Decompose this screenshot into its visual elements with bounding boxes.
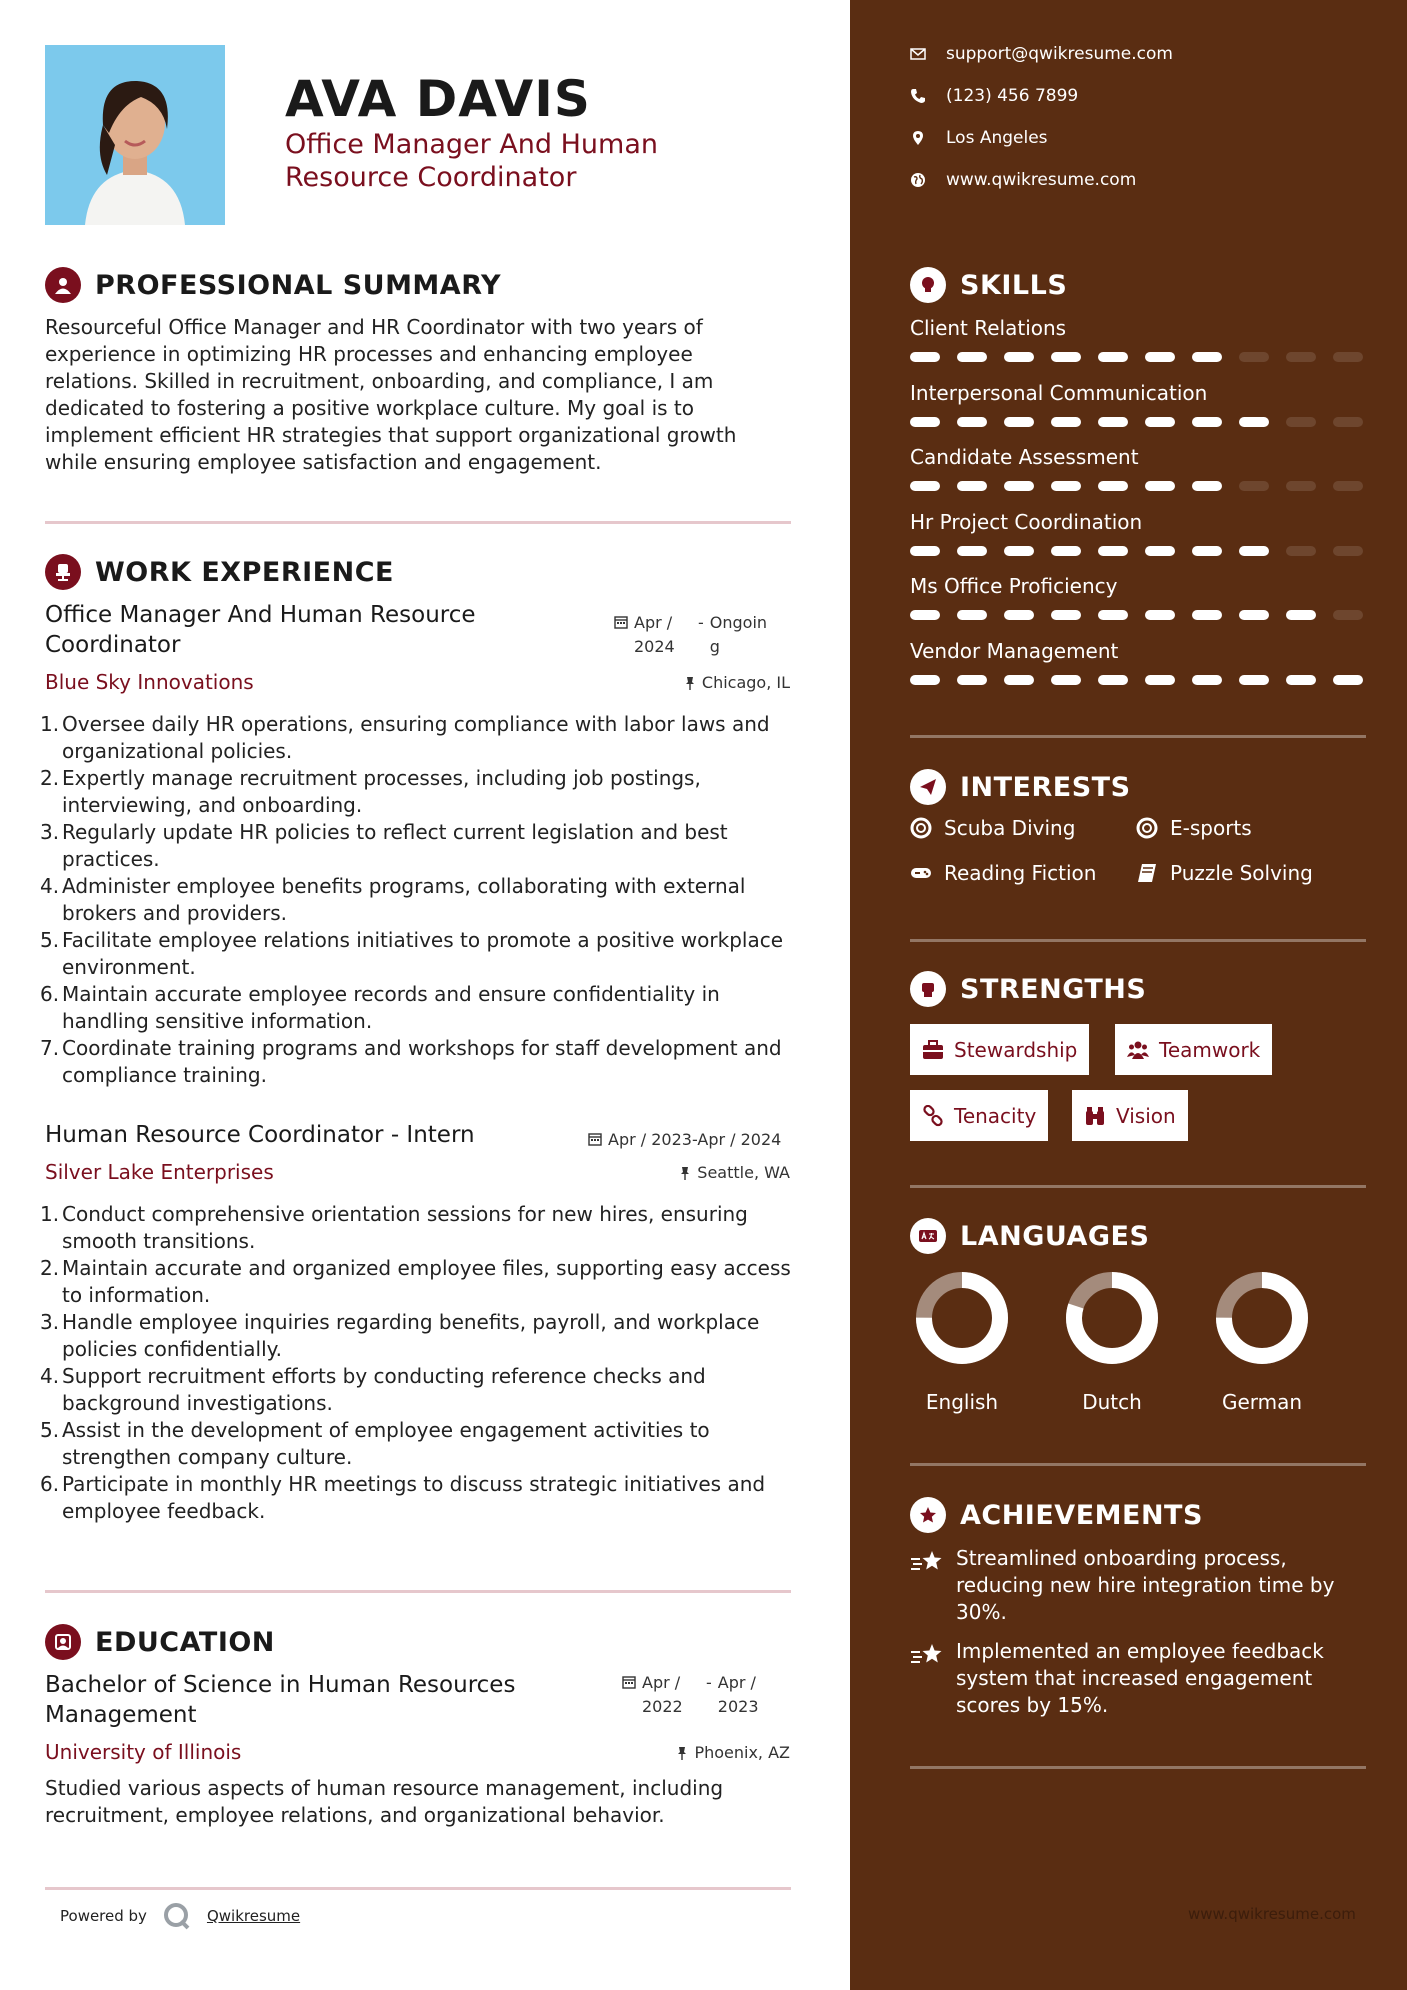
skill-dash [957, 610, 987, 620]
globe-icon [910, 172, 926, 188]
skill-dash [1239, 417, 1269, 427]
interest-item: E-sports [1136, 816, 1252, 840]
languages-heading: LANGUAGES [960, 1220, 1150, 1252]
language-level-ring [1214, 1270, 1310, 1366]
education-description: Studied various aspects of human resource management, including recruitment, employee relations, and organizational behavior. [45, 1776, 724, 1827]
binoculars-icon [1084, 1105, 1106, 1127]
skill-dash [1004, 610, 1034, 620]
skill-dash [1286, 352, 1316, 362]
skill-dash [1192, 481, 1222, 491]
responsibility-text: Oversee daily HR operations, ensuring compliance with labor laws and organizational policies. [62, 712, 770, 763]
fist-icon [910, 971, 946, 1007]
responsibility-text: Maintain accurate employee records and ensure confidentiality in handling sensitive information. [62, 982, 720, 1033]
skill-rating-bar [910, 481, 1366, 491]
skill-dash [1145, 546, 1175, 556]
language-name: English [925, 1390, 999, 1414]
footer [60, 1900, 300, 1932]
skill-dash [1192, 417, 1222, 427]
shooting-star-icon [910, 1549, 944, 1575]
responsibility-text: Handle employee inquiries regarding benefits, payroll, and workplace policies confidentially. [62, 1310, 760, 1361]
skill-dash [1004, 481, 1034, 491]
shooting-star-icon [910, 1642, 944, 1668]
skill-dash [1286, 546, 1316, 556]
interest-item: Reading Fiction [910, 861, 1096, 885]
skill-dash [1145, 352, 1175, 362]
contact-location: Los Angeles [910, 128, 1048, 148]
skill-dash [1192, 546, 1222, 556]
list-number: 1. [40, 1202, 60, 1226]
responsibility-text: Facilitate employee relations initiatives to promote a positive workplace environment. [62, 928, 784, 979]
achievement-item: Streamlined onboarding process, reducing new hire integration time by 30%. [910, 1545, 1370, 1626]
education-heading: EDUCATION [95, 1626, 275, 1658]
skills-section-header [910, 267, 1067, 303]
responsibility-text: Coordinate training programs and workshops for staff development and compliance training. [62, 1036, 782, 1087]
powered-by-label: Powered by [60, 1907, 147, 1925]
education-dates: Apr / 2022 - Apr / 2023 [622, 1671, 768, 1719]
achievements-section-header [910, 1497, 1203, 1533]
profile-photo [45, 45, 225, 225]
calendar-icon [614, 615, 628, 629]
skill-dash [910, 546, 940, 556]
candidate-name: AVA DAVIS [285, 70, 591, 128]
skill-dash [910, 610, 940, 620]
skill-dash [1333, 481, 1363, 491]
skill-dash [1051, 481, 1081, 491]
skill-dash [1239, 675, 1269, 685]
job-end-date: Ongoing [709, 613, 768, 656]
skill-dash [1145, 610, 1175, 620]
list-number: 2. [40, 766, 60, 790]
qwikresume-logo-icon [161, 1900, 193, 1932]
responsibility-text: Administer employee benefits programs, collaborating with external brokers and providers. [62, 874, 746, 925]
skill-dash [957, 481, 987, 491]
responsibility-item [40, 1363, 800, 1417]
responsibility-item [40, 1471, 800, 1525]
paper-plane-icon [910, 769, 946, 805]
list-number: 1. [40, 712, 60, 736]
footer-url: www.qwikresume.com [1188, 1905, 1356, 1923]
skills-heading: SKILLS [960, 269, 1068, 301]
experience-heading: WORK EXPERIENCE [95, 556, 394, 588]
education-section-header [45, 1624, 275, 1660]
skill-dash [1239, 546, 1269, 556]
skill-dash [1192, 675, 1222, 685]
responsibility-text: Support recruitment efforts by conducting reference checks and background investigations. [62, 1364, 706, 1415]
skill-name: Client Relations [910, 316, 1067, 340]
skill-name: Interpersonal Communication [910, 380, 1208, 405]
strengths-heading: STRENGTHS [960, 973, 1147, 1005]
responsibility-item [40, 1035, 800, 1089]
language-name: German [1221, 1390, 1303, 1414]
experience-section-header [45, 554, 394, 590]
responsibility-item [40, 1255, 800, 1309]
list-number: 2. [40, 1256, 60, 1280]
skill-dash [1051, 675, 1081, 685]
education-start-date: Apr / 2022 [642, 1673, 683, 1716]
list-number: 6. [40, 1472, 60, 1496]
skill-rating-bar [910, 352, 1366, 362]
pin-icon [676, 1746, 688, 1760]
skill-dash [1098, 417, 1128, 427]
star-badge-icon [910, 1497, 946, 1533]
skill-dash [1098, 546, 1128, 556]
job-location: Seattle, WA [679, 1163, 790, 1182]
summary-text: Resourceful Office Manager and HR Coordinator with two years of experience in optimizing HR processes and enhancing employee relations. Skilled in recruitment, onboarding, and compliance, I am dedicated to fostering a positive workplace culture. My goal is to implement efficient HR strategies that support organizational growth while ensuring employee satisfaction and engagement. [45, 315, 737, 474]
skill-dash [957, 546, 987, 556]
skill-dash [957, 352, 987, 362]
list-number: 4. [40, 874, 60, 898]
gamepad-icon [910, 862, 932, 884]
skill-dash [1004, 546, 1034, 556]
company-name: Silver Lake Enterprises [45, 1160, 274, 1184]
pin-icon [684, 676, 696, 690]
job-dates: Apr / 2023-Apr / 2024 [588, 1128, 781, 1152]
skill-name: Candidate Assessment [910, 445, 1139, 469]
responsibility-item [40, 819, 800, 873]
lifebuoy-icon [910, 817, 932, 839]
section-divider [910, 1463, 1366, 1466]
skill-dash [1286, 481, 1316, 491]
list-number: 6. [40, 982, 60, 1006]
interest-item: Scuba Diving [910, 816, 1075, 840]
degree-title: Bachelor of Science in Human Resources Management [45, 1672, 516, 1728]
section-divider [45, 1887, 791, 1890]
skill-dash [910, 352, 940, 362]
skill-dash [1333, 352, 1363, 362]
user-icon [45, 267, 81, 303]
achievements-heading: ACHIEVEMENTS [960, 1499, 1203, 1531]
language-item [1202, 1270, 1322, 1414]
skill-dash [1098, 481, 1128, 491]
skill-dash [1239, 610, 1269, 620]
responsibility-item [40, 711, 800, 765]
responsibility-item [40, 927, 800, 981]
sidebar [850, 0, 1407, 1990]
skill-name: Vendor Management [910, 638, 1119, 663]
translate-icon [910, 1218, 946, 1254]
skill-dash [1286, 417, 1316, 427]
skill-name: Hr Project Coordination [910, 509, 1143, 534]
job-dates: Apr / 2024 - Ongoing [614, 611, 774, 659]
users-icon [1127, 1039, 1149, 1061]
skill-dash [1051, 610, 1081, 620]
link-icon [922, 1105, 944, 1127]
skill-dash [1145, 675, 1175, 685]
skill-dash [1145, 417, 1175, 427]
skill-name: Ms Office Proficiency [910, 574, 1118, 598]
lightbulb-icon [910, 267, 946, 303]
candidate-title: Office Manager And Human Resource Coordinator [285, 129, 659, 193]
responsibility-text: Regularly update HR policies to reflect current legislation and best practices. [62, 820, 728, 871]
section-divider [910, 1185, 1366, 1188]
pin-icon [679, 1166, 691, 1180]
strength-chip: Vision [1072, 1090, 1188, 1141]
strengths-section-header [910, 971, 1146, 1007]
skill-dash [1004, 352, 1034, 362]
chair-icon [45, 554, 81, 590]
responsibility-item [40, 1201, 800, 1255]
map-marker-icon [910, 130, 926, 146]
job-title: Office Manager And Human Resource Coordinator [45, 602, 476, 658]
languages-section-header [910, 1218, 1149, 1254]
brand-link[interactable]: Qwikresume [206, 1907, 301, 1925]
section-divider [45, 521, 791, 524]
school-name: University of Illinois [45, 1740, 242, 1764]
section-divider [910, 939, 1366, 942]
skill-dash [1145, 481, 1175, 491]
responsibility-text: Expertly manage recruitment processes, including job postings, interviewing, and onboarding. [62, 766, 701, 817]
job-title: Human Resource Coordinator - Intern [45, 1122, 475, 1148]
list-number: 5. [40, 1418, 60, 1442]
skill-dash [1192, 610, 1222, 620]
contact-website[interactable]: www.qwikresume.com [910, 170, 1136, 190]
skill-dash [910, 675, 940, 685]
phone-icon [910, 88, 926, 104]
book-icon [1136, 862, 1158, 884]
skill-rating-bar [910, 417, 1366, 427]
language-name: Dutch [1082, 1390, 1142, 1414]
contact-email[interactable]: support@qwikresume.com [910, 44, 1173, 64]
interests-heading: INTERESTS [960, 771, 1131, 803]
skill-dash [1098, 610, 1128, 620]
skill-dash [1098, 352, 1128, 362]
summary-heading: PROFESSIONAL SUMMARY [95, 269, 502, 301]
interests-section-header [910, 769, 1131, 805]
skill-dash [1333, 417, 1363, 427]
responsibility-text: Assist in the development of employee engagement activities to strengthen company culture. [62, 1418, 710, 1469]
responsibility-item [40, 1417, 800, 1471]
list-number: 5. [40, 928, 60, 952]
contact-phone[interactable]: (123) 456 7899 [910, 86, 1078, 106]
skill-dash [1333, 675, 1363, 685]
job-location: Chicago, IL [684, 673, 790, 692]
calendar-icon [588, 1132, 602, 1146]
skill-dash [1004, 417, 1034, 427]
skill-dash [1333, 610, 1363, 620]
skill-dash [910, 481, 940, 491]
responsibility-text: Participate in monthly HR meetings to discuss strategic initiatives and employee feedback. [62, 1472, 766, 1523]
strength-chip: Teamwork [1115, 1024, 1272, 1075]
strength-chip: Stewardship [910, 1024, 1089, 1075]
responsibility-item [40, 1309, 800, 1363]
list-number: 4. [40, 1364, 60, 1388]
skill-dash [1286, 610, 1316, 620]
skill-dash [1286, 675, 1316, 685]
section-divider [910, 1766, 1366, 1769]
job-responsibilities [40, 1201, 800, 1525]
briefcase-icon [922, 1039, 944, 1061]
skill-dash [1192, 352, 1222, 362]
skill-dash [1239, 481, 1269, 491]
skill-rating-bar [910, 675, 1366, 685]
skill-dash [1051, 417, 1081, 427]
calendar-icon [622, 1675, 636, 1689]
responsibility-item [40, 765, 800, 819]
responsibility-item [40, 873, 800, 927]
responsibility-text: Conduct comprehensive orientation sessions for new hires, ensuring smooth transitions. [62, 1202, 748, 1253]
list-number: 7. [40, 1036, 60, 1060]
responsibility-text: Maintain accurate and organized employee files, supporting easy access to information. [62, 1256, 791, 1307]
job-start-date: Apr / 2024 [634, 613, 675, 656]
language-item [902, 1270, 1022, 1414]
skill-dash [957, 675, 987, 685]
education-end-date: Apr / 2023 [717, 1673, 759, 1716]
summary-section-header [45, 267, 501, 303]
section-divider [45, 1590, 791, 1593]
interest-item: Puzzle Solving [1136, 861, 1313, 885]
skill-rating-bar [910, 610, 1366, 620]
skill-dash [1051, 546, 1081, 556]
list-number: 3. [40, 820, 60, 844]
skill-dash [957, 417, 987, 427]
skill-dash [1051, 352, 1081, 362]
language-level-ring [914, 1270, 1010, 1366]
lifebuoy-icon [1136, 817, 1158, 839]
job-responsibilities [40, 711, 800, 1089]
skill-dash [910, 417, 940, 427]
skill-dash [1004, 675, 1034, 685]
list-number: 3. [40, 1310, 60, 1334]
skill-dash [1239, 352, 1269, 362]
envelope-icon [910, 46, 926, 62]
section-divider [910, 735, 1366, 738]
strength-chip: Tenacity [910, 1090, 1048, 1141]
graduation-icon [45, 1624, 81, 1660]
skill-rating-bar [910, 546, 1366, 556]
responsibility-item [40, 981, 800, 1035]
skill-dash [1098, 675, 1128, 685]
company-name: Blue Sky Innovations [45, 670, 254, 694]
language-item [1052, 1270, 1172, 1414]
skill-dash [1333, 546, 1363, 556]
education-location: Phoenix, AZ [676, 1743, 790, 1762]
language-level-ring [1064, 1270, 1160, 1366]
achievement-item: Implemented an employee feedback system that increased engagement scores by 15%. [910, 1638, 1370, 1719]
